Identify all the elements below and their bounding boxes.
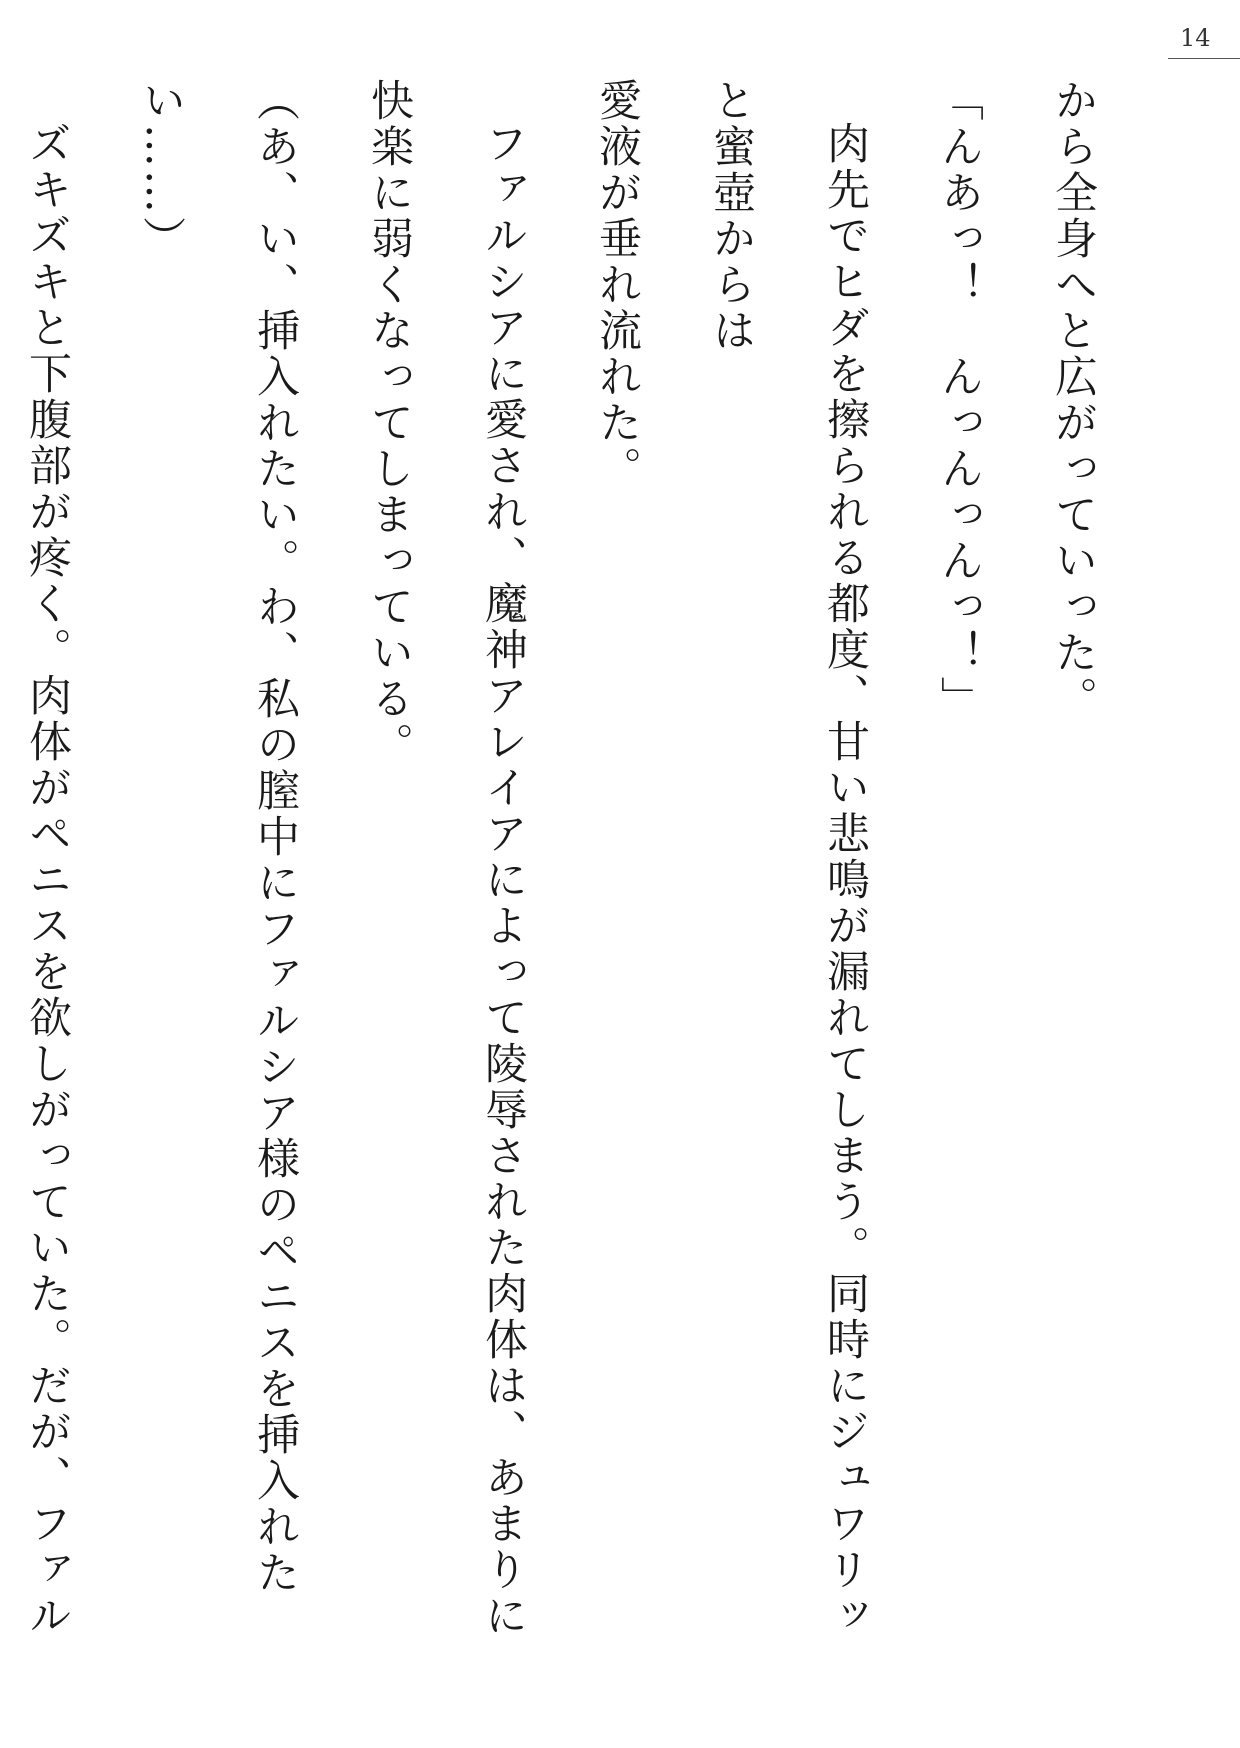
page-number: 14: [1180, 24, 1211, 52]
text-paragraph: （あ、い、挿入れたい。わ、私の膣中にファルシア様のペニスを挿入れたい……）: [136, 78, 300, 1596]
text-paragraph: から全身へと広がっていった。: [1048, 78, 1098, 722]
text-paragraph: 「んあっ！ んっんっんっ！」: [934, 78, 984, 722]
page-number-rule: [1168, 58, 1240, 59]
vertical-text-body: [22, 78, 1130, 1658]
text-paragraph: 肉先でヒダを擦られる都度、甘い悲鳴が漏れてしまう。同時にジュワリッと蜜壺からは: [706, 78, 870, 1639]
text-paragraph: ファルシアに愛され、魔神アレイアによって陵辱された肉体は、あまりに快楽に弱くなってしまっている。: [364, 78, 528, 1639]
text-paragraph: 愛液が垂れ流れた。: [592, 78, 642, 492]
text-paragraph: ズキズキと下腹部が疼く。肉体がペニスを欲しがっていた。だが、ファル: [22, 121, 72, 1639]
